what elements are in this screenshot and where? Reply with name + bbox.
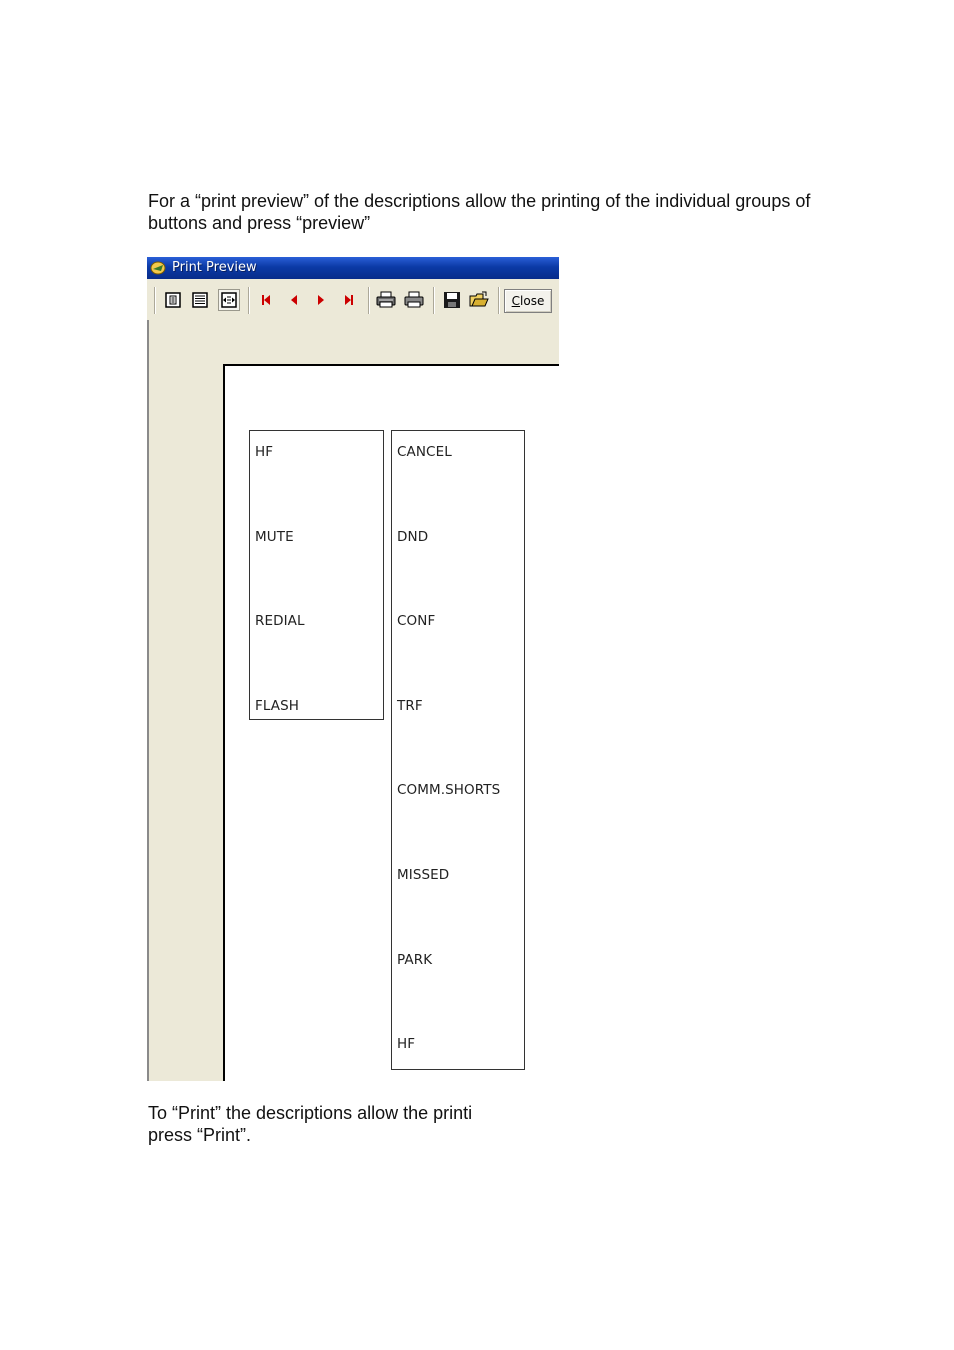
group-item: TRF <box>397 697 423 714</box>
instruction-print-line-2: press “Print”. <box>148 1125 252 1145</box>
multiple-pages-button[interactable] <box>189 289 211 311</box>
toolbar-grip[interactable] <box>154 287 156 314</box>
save-icon <box>443 291 461 309</box>
page-width-icon <box>220 291 238 309</box>
group-item: MISSED <box>397 867 450 883</box>
previous-page-icon <box>287 293 301 307</box>
window-title: Print Preview <box>172 260 257 275</box>
close-accelerator: C <box>511 294 521 308</box>
button-group-2 <box>391 430 525 1070</box>
app-icon <box>149 260 167 276</box>
title-bar[interactable] <box>147 257 559 279</box>
next-page-button[interactable] <box>310 289 332 311</box>
open-icon <box>469 291 489 309</box>
next-page-icon <box>314 293 328 307</box>
toolbar-separator <box>368 287 370 314</box>
previous-page-button[interactable] <box>283 289 305 311</box>
instruction-print-text <box>148 1102 548 1146</box>
instruction-print-line-1: To “Print” the descriptions allow the printi <box>148 1103 473 1123</box>
preview-area[interactable] <box>147 320 559 1081</box>
close-button[interactable] <box>504 289 552 313</box>
group-item: PARK <box>397 951 433 968</box>
last-page-button[interactable] <box>338 289 360 311</box>
multiple-pages-icon <box>191 291 209 309</box>
open-button[interactable] <box>468 289 490 311</box>
group-item: MUTE <box>255 528 294 545</box>
toolbar-separator <box>248 287 250 314</box>
instruction-preview-text: For a “print preview” of the descriptions allow the printing of the individual groups of buttons and press “preview” <box>148 191 811 233</box>
save-button[interactable] <box>441 289 463 311</box>
toolbar <box>147 279 559 322</box>
group-item: COMM.SHORTS <box>397 782 501 799</box>
page-width-button[interactable] <box>218 289 240 311</box>
preview-page <box>223 364 559 1081</box>
first-page-icon <box>259 293 273 307</box>
toolbar-separator <box>433 287 435 314</box>
group-item: CANCEL <box>397 444 452 460</box>
group-item: HF <box>397 1036 416 1053</box>
print-setup-button[interactable] <box>375 289 397 311</box>
one-page-button[interactable] <box>162 289 184 311</box>
group-item: REDIAL <box>255 613 305 630</box>
group-item: CONF <box>397 613 436 630</box>
last-page-icon <box>342 293 356 307</box>
print-setup-icon <box>376 291 396 309</box>
one-page-icon <box>164 291 182 309</box>
print-button[interactable] <box>403 289 425 311</box>
group-item: FLASH <box>255 697 300 714</box>
toolbar-separator <box>498 287 500 314</box>
close-label: lose <box>520 294 545 308</box>
button-group-1 <box>249 430 384 720</box>
print-icon <box>404 291 424 309</box>
print-preview-window <box>147 257 559 1081</box>
first-page-button[interactable] <box>255 289 277 311</box>
group-item: DND <box>397 528 429 545</box>
group-item: HF <box>255 444 274 460</box>
